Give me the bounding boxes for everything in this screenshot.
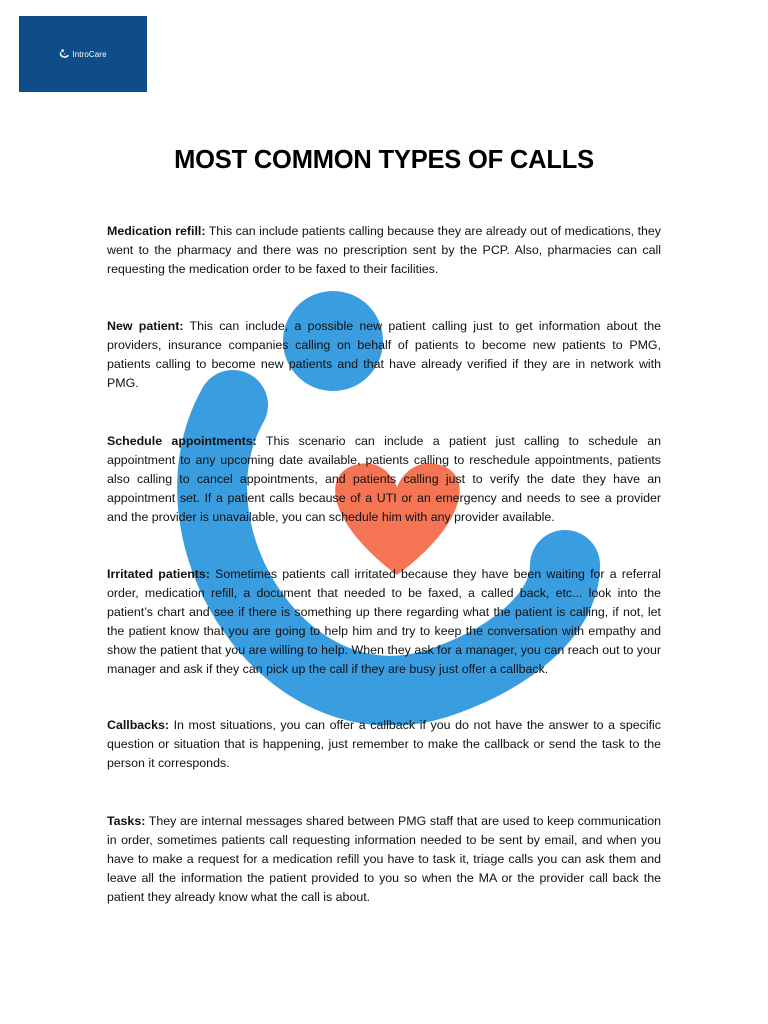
section-text: Sometimes patients call irritated because they have been waiting for a referral order, medication refill, a document that needed to be faxed, a called back, etc... look into the patient’s chart and see if there is something up there regarding what the patient is calling, if not, let the patient know that you are going to help him and try to keep the conversation with empathy and show the patient that you are willing to help. When they ask for a manager, you can reach out to your manager and ask if they can pick up the call if they are busy just offer a callback. (107, 567, 661, 676)
section-text: This can include, a possible new patient calling just to get information about the providers, insurance companies calling on behalf of patients to become new patients to PMG, patients calling to become new patients and that have already verified if they are in network with PMG. (107, 319, 661, 390)
section-text: They are internal messages shared between PMG staff that are used to keep communication in order, sometimes patients call requesting information needed to be sent by email, and when you have to make a request for a medication refill you have to task it, triage calls you can ask them and leave all the information the patient provided to you so when the MA or the provider call back the patient they already know what the call is about. (107, 814, 661, 904)
section-text: This can include patients calling because they are already out of medications, they went to the pharmacy and there was no prescription sent by the PCP. Also, pharmacies can call requesting the medication order to be faxed to their facilities. (107, 224, 661, 276)
section-label: Medication refill: (107, 224, 206, 238)
section-label: Schedule appointments: (107, 434, 257, 448)
section-label: Irritated patients: (107, 567, 210, 581)
section-tasks (107, 812, 661, 907)
introcare-logo (19, 16, 147, 92)
logo-text: IntroCare (72, 49, 107, 59)
section-callbacks (107, 716, 661, 773)
section-text: In most situations, you can offer a callback if you do not have the answer to a specific question or situation that is happening, just remember to make the callback or send the task to the person it corresponds. (107, 718, 661, 770)
section-irritated-patients (107, 565, 661, 678)
section-new-patient (107, 317, 661, 393)
section-label: New patient: (107, 319, 184, 333)
section-medication-refill (107, 222, 661, 279)
introcare-mark-icon (59, 49, 69, 59)
logo-inner (59, 49, 106, 59)
section-label: Callbacks: (107, 718, 169, 732)
section-schedule-appointments (107, 432, 661, 527)
section-text: This scenario can include a patient just calling to schedule an appointment to any upcoming date available, patients calling to reschedule appointments, patients also calling to cancel appointments, and patients calling just to verify the date they have an appointment set. If a patient calls because of a UTI or an emergency and needs to see a provider and the provider is unavailable, you can schedule him with any provider available. (107, 434, 661, 524)
section-label: Tasks: (107, 814, 146, 828)
page-title: MOST COMMON TYPES OF CALLS (174, 146, 594, 174)
